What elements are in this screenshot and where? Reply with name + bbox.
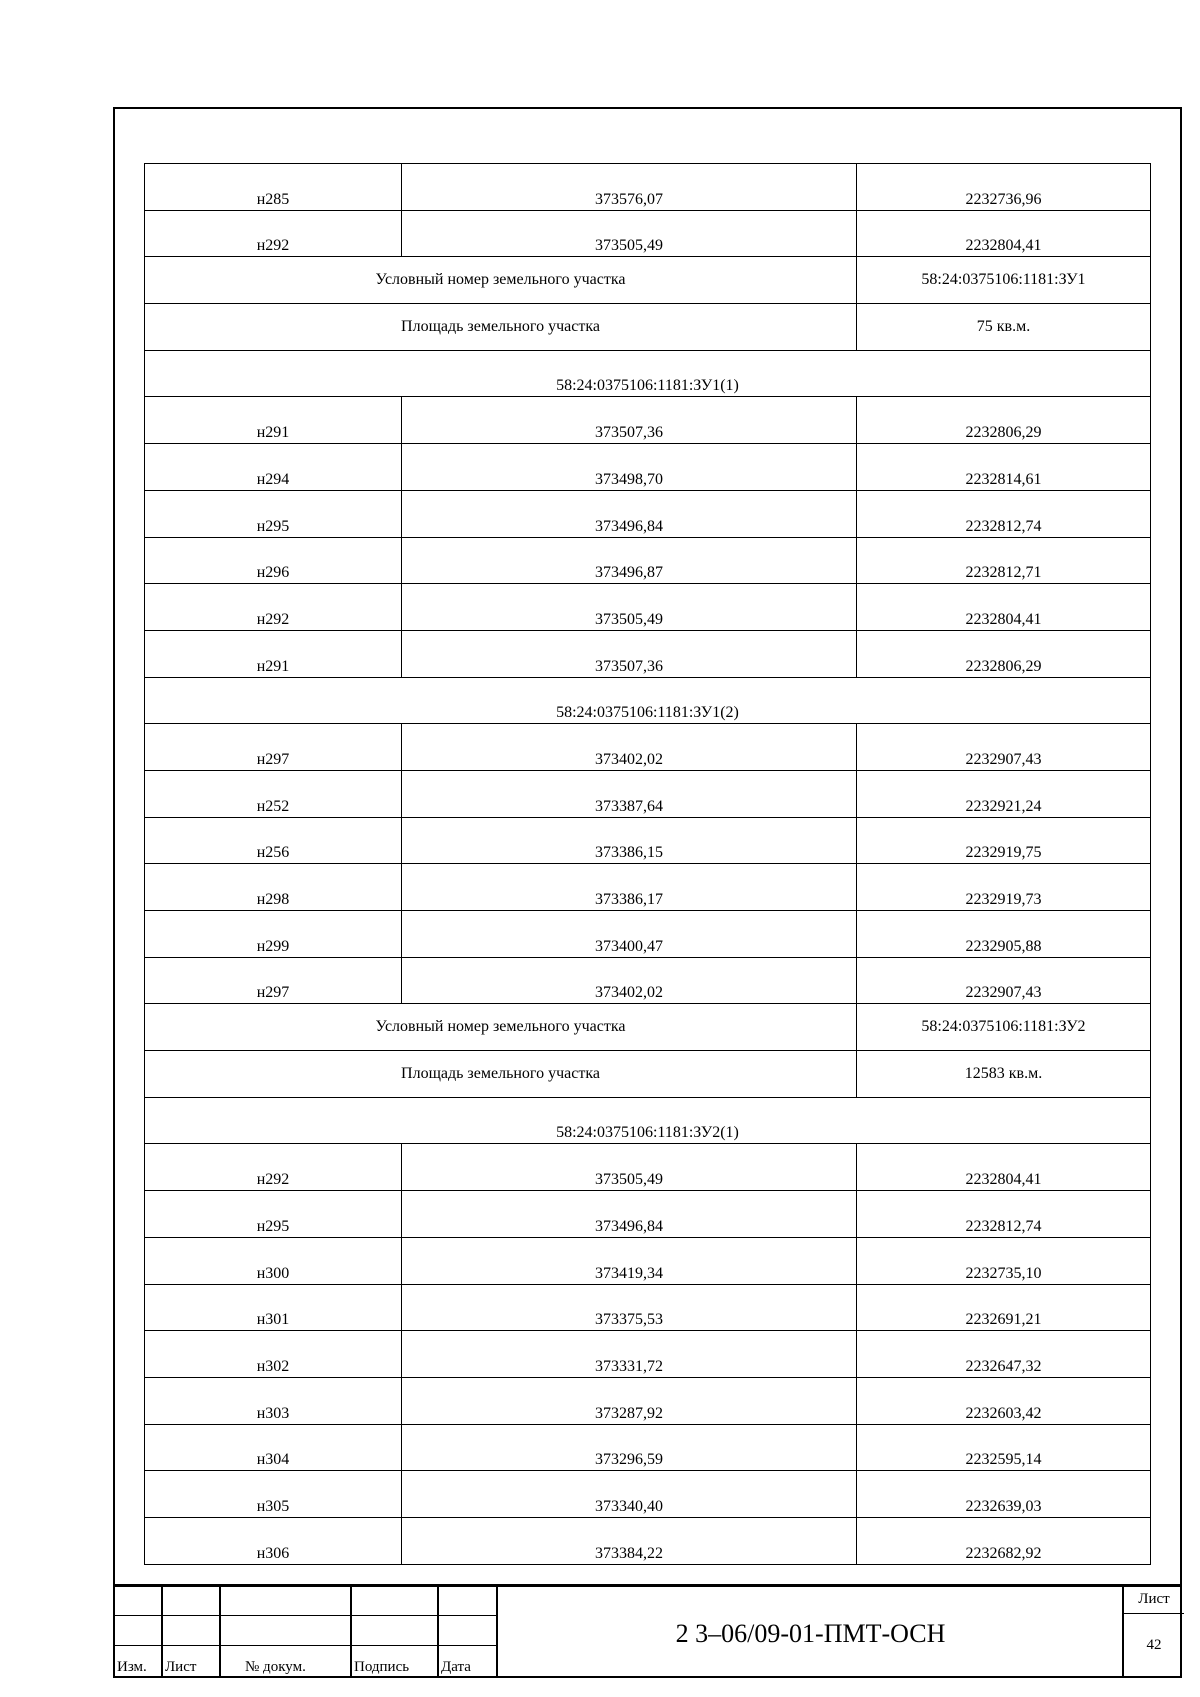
point-row <box>145 957 1151 1004</box>
point-row <box>145 1191 1151 1238</box>
y-coordinate: 2232812,71 <box>857 537 1151 584</box>
parcel-info-value: 75 кв.м. <box>857 304 1151 351</box>
stamp-header-row <box>115 1645 497 1676</box>
y-coordinate: 2232907,43 <box>857 957 1151 1004</box>
x-coordinate: 373400,47 <box>402 911 857 958</box>
point-id: н302 <box>145 1331 402 1378</box>
y-coordinate: 2232921,24 <box>857 770 1151 817</box>
point-id: н299 <box>145 911 402 958</box>
stamp-header-sheet: Лист <box>162 1645 220 1676</box>
point-row <box>145 537 1151 584</box>
point-row <box>145 1424 1151 1471</box>
parcel-info-value: 58:24:0375106:1181:ЗУ2 <box>857 1004 1151 1051</box>
point-row <box>145 1517 1151 1564</box>
point-row <box>145 584 1151 631</box>
point-row <box>145 164 1151 211</box>
point-id: н296 <box>145 537 402 584</box>
stamp-header-doc-number: № докум. <box>220 1645 351 1676</box>
parcel-info-row <box>145 1004 1151 1051</box>
point-row <box>145 444 1151 491</box>
coordinates-table <box>144 163 1151 1565</box>
point-id: н292 <box>145 210 402 257</box>
point-row <box>145 1331 1151 1378</box>
y-coordinate: 2232806,29 <box>857 397 1151 444</box>
y-coordinate: 2232736,96 <box>857 164 1151 211</box>
y-coordinate: 2232603,42 <box>857 1377 1151 1424</box>
point-id: н294 <box>145 444 402 491</box>
point-id: н256 <box>145 817 402 864</box>
point-id: н300 <box>145 1237 402 1284</box>
x-coordinate: 373576,07 <box>402 164 857 211</box>
contour-title: 58:24:0375106:1181:ЗУ1(1) <box>145 350 1151 397</box>
parcel-info-label: Площадь земельного участка <box>145 304 857 351</box>
x-coordinate: 373402,02 <box>402 957 857 1004</box>
x-coordinate: 373507,36 <box>402 630 857 677</box>
x-coordinate: 373375,53 <box>402 1284 857 1331</box>
contour-title: 58:24:0375106:1181:ЗУ2(1) <box>145 1097 1151 1144</box>
x-coordinate: 373505,49 <box>402 1144 857 1191</box>
revision-cell <box>115 1585 162 1615</box>
stamp-header-signature: Подпись <box>351 1645 438 1676</box>
point-id: н303 <box>145 1377 402 1424</box>
y-coordinate: 2232907,43 <box>857 724 1151 771</box>
title-block <box>113 1585 1182 1678</box>
point-id: н298 <box>145 864 402 911</box>
x-coordinate: 373340,40 <box>402 1471 857 1518</box>
point-id: н291 <box>145 630 402 677</box>
contour-section-row <box>145 677 1151 724</box>
point-id: н297 <box>145 957 402 1004</box>
x-coordinate: 373507,36 <box>402 397 857 444</box>
parcel-info-label: Площадь земельного участка <box>145 1051 857 1098</box>
point-row <box>145 397 1151 444</box>
x-coordinate: 373386,17 <box>402 864 857 911</box>
y-coordinate: 2232682,92 <box>857 1517 1151 1564</box>
y-coordinate: 2232806,29 <box>857 630 1151 677</box>
point-id: н295 <box>145 1191 402 1238</box>
y-coordinate: 2232639,03 <box>857 1471 1151 1518</box>
revision-cell <box>351 1615 438 1645</box>
point-row <box>145 770 1151 817</box>
parcel-info-label: Условный номер земельного участка <box>145 1004 857 1051</box>
document-code: 2 3–06/09-01-ПМТ-ОСН <box>675 1618 946 1648</box>
revision-row <box>115 1615 497 1645</box>
contour-section-row <box>145 1097 1151 1144</box>
x-coordinate: 373505,49 <box>402 210 857 257</box>
parcel-info-label: Условный номер земельного участка <box>145 257 857 304</box>
x-coordinate: 373331,72 <box>402 1331 857 1378</box>
revision-cell <box>162 1615 220 1645</box>
point-row <box>145 210 1151 257</box>
y-coordinate: 2232804,41 <box>857 1144 1151 1191</box>
x-coordinate: 373496,84 <box>402 490 857 537</box>
y-coordinate: 2232814,61 <box>857 444 1151 491</box>
point-row <box>145 911 1151 958</box>
x-coordinate: 373498,70 <box>402 444 857 491</box>
point-id: н305 <box>145 1471 402 1518</box>
point-row <box>145 864 1151 911</box>
sheet-box <box>1122 1585 1184 1676</box>
y-coordinate: 2232595,14 <box>857 1424 1151 1471</box>
y-coordinate: 2232919,75 <box>857 817 1151 864</box>
parcel-info-value: 12583 кв.м. <box>857 1051 1151 1098</box>
point-id: н301 <box>145 1284 402 1331</box>
parcel-info-row <box>145 257 1151 304</box>
point-id: н304 <box>145 1424 402 1471</box>
point-row <box>145 1284 1151 1331</box>
point-row <box>145 1377 1151 1424</box>
x-coordinate: 373287,92 <box>402 1377 857 1424</box>
point-row <box>145 490 1151 537</box>
parcel-info-value: 58:24:0375106:1181:ЗУ1 <box>857 257 1151 304</box>
x-coordinate: 373387,64 <box>402 770 857 817</box>
point-id: н285 <box>145 164 402 211</box>
x-coordinate: 373402,02 <box>402 724 857 771</box>
point-id: н252 <box>145 770 402 817</box>
revision-cell <box>162 1585 220 1615</box>
revision-cell <box>438 1585 497 1615</box>
sheet-label: Лист <box>1124 1585 1184 1614</box>
point-row <box>145 724 1151 771</box>
sheet-number: 42 <box>1146 1636 1162 1653</box>
point-id: н297 <box>145 724 402 771</box>
y-coordinate: 2232804,41 <box>857 210 1151 257</box>
point-row <box>145 817 1151 864</box>
y-coordinate: 2232919,73 <box>857 864 1151 911</box>
point-id: н292 <box>145 584 402 631</box>
y-coordinate: 2232804,41 <box>857 584 1151 631</box>
stamp-header-date: Дата <box>438 1645 497 1676</box>
parcel-info-row <box>145 1051 1151 1098</box>
stamp-header-change: Изм. <box>115 1645 162 1676</box>
point-id: н306 <box>145 1517 402 1564</box>
x-coordinate: 373505,49 <box>402 584 857 631</box>
point-row <box>145 1237 1151 1284</box>
point-row <box>145 1144 1151 1191</box>
revision-row <box>115 1585 497 1615</box>
revision-cell <box>115 1615 162 1645</box>
x-coordinate: 373386,15 <box>402 817 857 864</box>
point-id: н295 <box>145 490 402 537</box>
revision-cell <box>351 1585 438 1615</box>
x-coordinate: 373496,87 <box>402 537 857 584</box>
revision-grid <box>115 1585 498 1676</box>
point-row <box>145 1471 1151 1518</box>
coordinates-table-body <box>145 164 1151 1565</box>
x-coordinate: 373384,22 <box>402 1517 857 1564</box>
y-coordinate: 2232905,88 <box>857 911 1151 958</box>
y-coordinate: 2232735,10 <box>857 1237 1151 1284</box>
revision-cell <box>220 1615 351 1645</box>
point-row <box>145 630 1151 677</box>
point-id: н292 <box>145 1144 402 1191</box>
x-coordinate: 373419,34 <box>402 1237 857 1284</box>
revision-cell <box>438 1615 497 1645</box>
x-coordinate: 373496,84 <box>402 1191 857 1238</box>
revision-cell <box>220 1585 351 1615</box>
y-coordinate: 2232812,74 <box>857 1191 1151 1238</box>
y-coordinate: 2232812,74 <box>857 490 1151 537</box>
y-coordinate: 2232647,32 <box>857 1331 1151 1378</box>
x-coordinate: 373296,59 <box>402 1424 857 1471</box>
y-coordinate: 2232691,21 <box>857 1284 1151 1331</box>
parcel-info-row <box>145 304 1151 351</box>
contour-title: 58:24:0375106:1181:ЗУ1(2) <box>145 677 1151 724</box>
point-id: н291 <box>145 397 402 444</box>
contour-section-row <box>145 350 1151 397</box>
